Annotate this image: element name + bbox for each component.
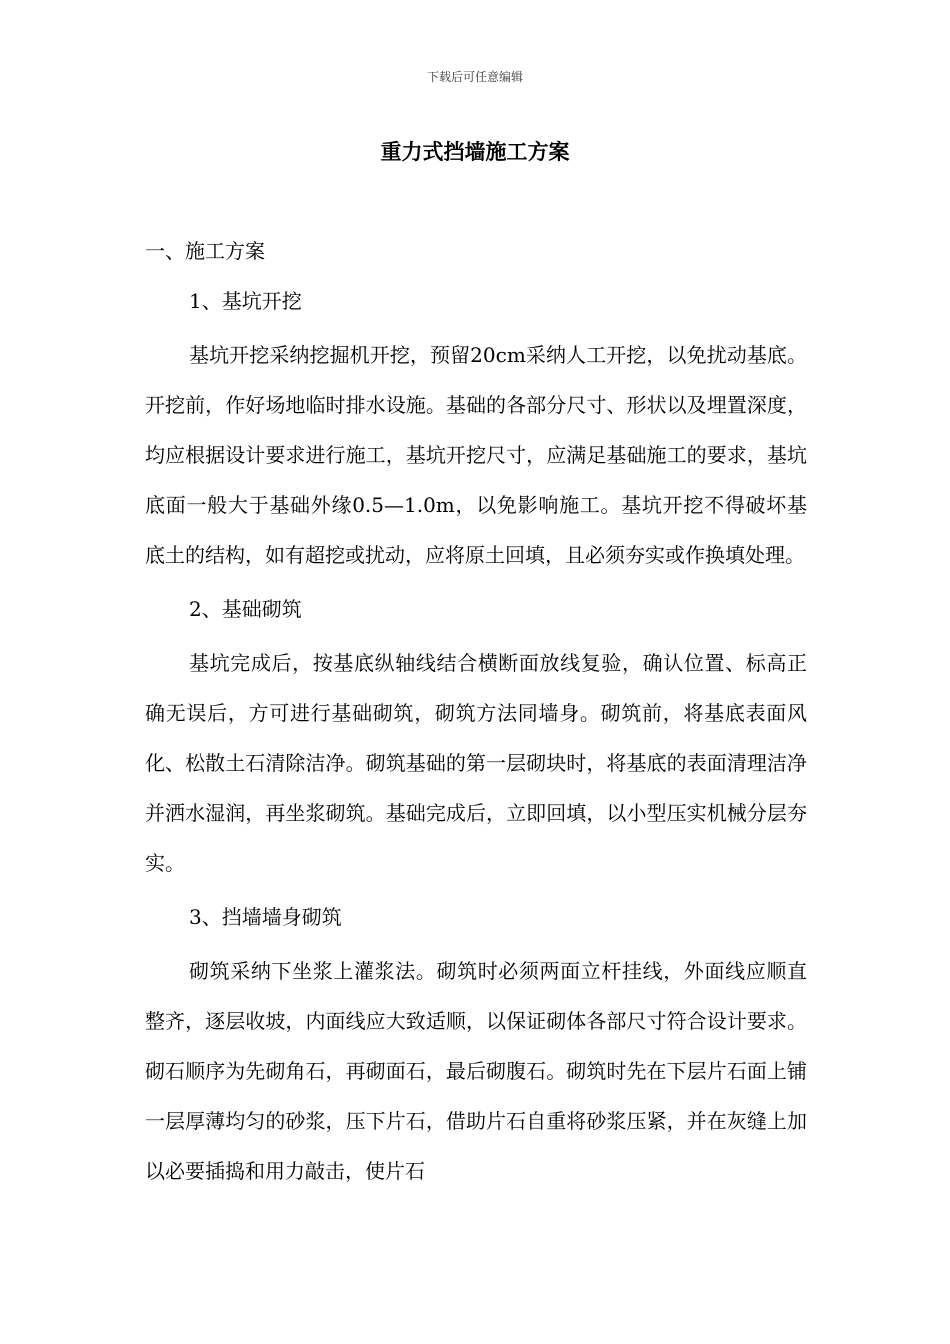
page-header-note: 下载后可任意编辑: [426, 70, 523, 84]
section-heading: 一、施工方案: [145, 239, 265, 263]
document-body: [145, 230, 807, 1204]
subsection-heading-wall-body: 3、挡墙墙身砌筑: [189, 905, 342, 929]
paragraph-foundation: 基坑完成后，按基底纵轴线结合横断面放线复验，确认位置、标高正确无误后，方可进行基础砌筑，砌筑方法同墙身。砌筑前，将基底表面风化、松散土石清除洁净。砌筑基础的第一层砌块时，将基底的表面清理洁净并洒水湿润，再坐浆砌筑。基础完成后，立即回填，以小型压实机械分层夯实。: [145, 651, 807, 875]
subsection-heading-excavation: 1、基坑开挖: [189, 289, 302, 313]
document-title: 重力式挡墙施工方案: [380, 139, 570, 164]
subsection-heading-foundation: 2、基础砌筑: [189, 597, 302, 621]
paragraph-wall-body: 砌筑采纳下坐浆上灌浆法。砌筑时必须两面立杆挂线，外面线应顺直整齐，逐层收坡，内面线应大致适顺，以保证砌体各部尺寸符合设计要求。砌石顺序为先砌角石，再砌面石，最后砌腹石。砌筑时先在下层片石面上铺一层厚薄均匀的砂浆，压下片石，借助片石自重将砂浆压紧，并在灰缝上加以必要插捣和用力敲击，使片石: [145, 959, 807, 1183]
paragraph-excavation: 基坑开挖采纳挖掘机开挖，预留20cm采纳人工开挖，以免扰动基底。开挖前，作好场地临时排水设施。基础的各部分尺寸、形状以及埋置深度，均应根据设计要求进行施工，基坑开挖尺寸，应满足基础施工的要求，基坑底面一般大于基础外缘0.5—1.0m，以免影响施工。基坑开挖不得破坏基底土的结构，如有超挖或扰动，应将原土回填，且必须夯实或作换填处理。: [145, 343, 807, 567]
